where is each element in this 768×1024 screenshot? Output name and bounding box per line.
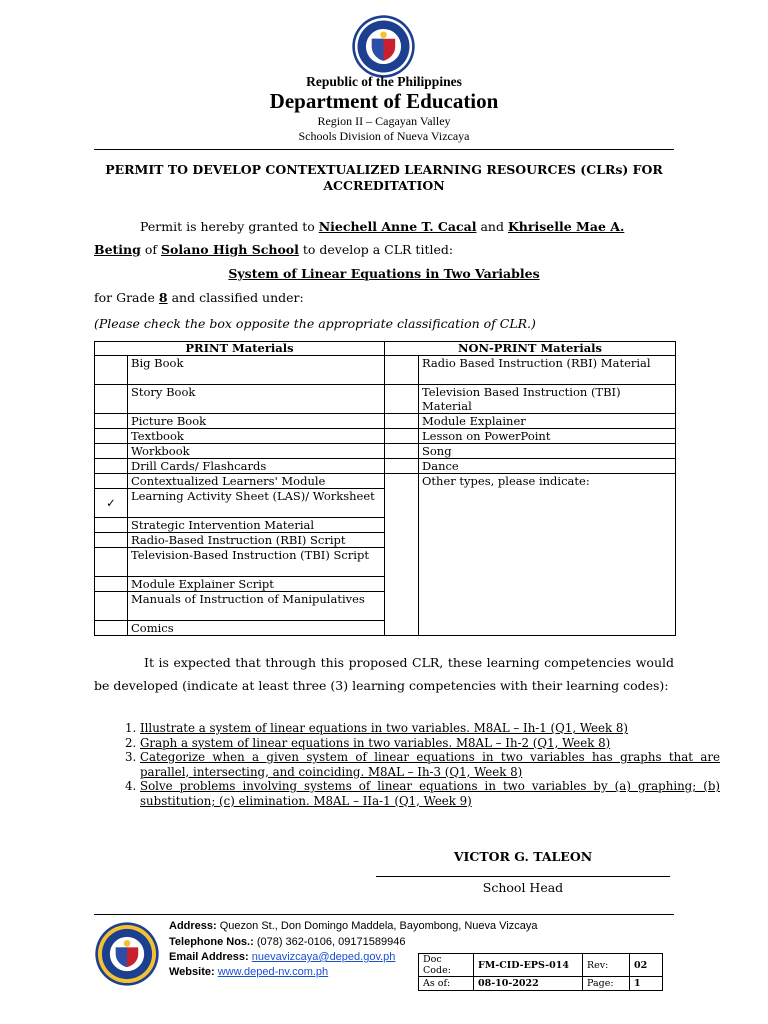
nonprint-item: Television Based Instruction (TBI) Material [419,385,676,414]
print-item: Strategic Intervention Material [128,518,385,533]
checkbox-cell[interactable] [95,577,128,592]
footer-email [169,951,395,963]
department-name: Department of Education [269,89,499,113]
footer-website [169,966,328,978]
checkbox-cell[interactable] [385,474,419,636]
checkbox-cell[interactable] [95,356,128,385]
developer-2-last: Beting [94,242,141,257]
checkbox-cell[interactable] [385,414,419,429]
rev-label: Rev: [583,954,630,977]
checkbox-cell[interactable] [385,356,419,385]
print-item: Manuals of Instruction of Manipulatives [128,592,385,621]
print-item: Story Book [128,385,385,414]
print-item: Workbook [128,444,385,459]
checkbox-cell[interactable] [95,474,128,489]
nonprint-item: Module Explainer [419,414,676,429]
print-item: Module Explainer Script [128,577,385,592]
doc-code-value: FM-CID-EPS-014 [474,954,583,977]
print-item: Textbook [128,429,385,444]
checkbox-cell[interactable] [95,444,128,459]
table-row [95,459,676,474]
grade-prefix: for Grade [94,290,155,305]
print-item: Drill Cards/ Flashcards [128,459,385,474]
page-label: Page: [583,977,630,991]
nonprint-item: Song [419,444,676,459]
checkbox-cell[interactable] [95,621,128,636]
developer-1: Niechell Anne T. Cacal [318,219,477,234]
clr-title: System of Linear Equations in Two Variables [228,266,540,281]
developer-2-first: Khriselle Mae A. [507,219,625,234]
website-link[interactable]: www.deped-nv.com.ph [217,966,329,978]
permit-line2 [94,242,453,257]
table-row [95,444,676,459]
nonprint-header: NON-PRINT Materials [385,342,676,356]
classification-instruction: (Please check the box opposite the appropriate classification of CLR.) [94,316,536,331]
checkbox-cell[interactable] [385,385,419,414]
print-item: Learning Activity Sheet (LAS)/ Worksheet [128,489,385,518]
permit-title-line2: ACCREDITATION [323,178,445,193]
region-line: Region II – Cagayan Valley [317,114,451,128]
competency-item: 3. Categorize when a given system of linear equations in two variables has graphs that are parallel, intersecting, and coinciding. M8AL – Ih-3 (Q1, Week 8) [140,750,720,779]
checkbox-cell[interactable] [95,592,128,621]
checkbox-cell[interactable] [95,459,128,474]
permit-intro: Permit is hereby granted to [140,219,315,234]
checkbox-cell[interactable] [95,533,128,548]
competency-item: 1. Illustrate a system of linear equations in two variables. M8AL – Ih-1 (Q1, Week 8) [140,721,720,736]
deped-seal-logo [351,14,416,79]
nonprint-item: Radio Based Instruction (RBI) Material [419,356,676,385]
print-header: PRINT Materials [95,342,385,356]
signature-line [376,876,670,877]
permit-of: of [144,242,158,257]
as-of-value: 08-10-2022 [474,977,583,991]
address-value: Quezon St., Don Domingo Maddela, Bayombong, Nueva Vizcaya [219,920,538,932]
checkbox-cell[interactable] [95,414,128,429]
footer-address [169,920,538,932]
print-item: Contextualized Learners' Module [128,474,385,489]
permit-develop-text: to develop a CLR titled: [302,242,454,257]
signatory-name: VICTOR G. TALEON [453,849,593,864]
document-info-table [418,953,663,991]
table-row [95,474,676,489]
page-value: 1 [630,977,663,991]
school-name: Solano High School [161,242,299,257]
checkbox-cell[interactable] [385,444,419,459]
competencies-intro: It is expected that through this proposed CLR, these learning competencies would be developed (indicate at least three (3) learning competencies with their learning codes): [94,655,674,693]
email-link[interactable]: nuevavizcaya@deped.gov.ph [251,951,396,963]
print-item: Radio-Based Instruction (RBI) Script [128,533,385,548]
competency-list [94,721,720,808]
checkbox-cell[interactable] [95,385,128,414]
nonprint-item: Lesson on PowerPoint [419,429,676,444]
as-of-label: As of: [419,977,474,991]
doc-code-label: Doc Code: [419,954,474,977]
rev-value: 02 [630,954,663,977]
grade-line [94,290,304,305]
classification-table [94,341,676,636]
competency-item: 2. Graph a system of linear equations in two variables. M8AL – Ih-2 (Q1, Week 8) [140,736,720,751]
table-row [95,356,676,385]
checkbox-cell[interactable] [95,548,128,577]
checkbox-cell-checked[interactable] [95,489,128,518]
signatory-position: School Head [482,880,564,895]
nonprint-item: Dance [419,459,676,474]
print-item: Television-Based Instruction (TBI) Script [128,548,385,577]
nonprint-item-other: Other types, please indicate: [419,474,676,636]
checkbox-cell[interactable] [385,429,419,444]
print-item: Comics [128,621,385,636]
checkbox-cell[interactable] [385,459,419,474]
phone-label: Telephone Nos.: [169,936,254,948]
permit-title-line1: PERMIT TO DEVELOP CONTEXTUALIZED LEARNING RESOURCES (CLRs) FOR [105,162,663,177]
footer-phone [169,936,405,948]
competency-item: 4. Solve problems involving systems of linear equations in two variables by (a) graphing; (b) substitution; (c) elimination. M8AL – IIa-1 (Q1, Week 9) [140,779,720,808]
website-label: Website: [169,966,215,978]
print-item: Big Book [128,356,385,385]
checkbox-cell[interactable] [95,429,128,444]
grade-value: 8 [158,290,168,305]
address-label: Address: [169,920,217,932]
footer-divider [94,914,674,915]
print-item: Picture Book [128,414,385,429]
checkbox-cell[interactable] [95,518,128,533]
header-divider [94,149,674,150]
grade-suffix: and classified under: [171,290,304,305]
email-label: Email Address: [169,951,249,963]
table-row [95,414,676,429]
permit-and: and [480,219,504,234]
deped-footer-seal-logo [94,921,160,987]
check-mark-icon: ✓ [106,496,116,510]
republic-line: Republic of the Philippines [306,74,462,89]
table-row [95,385,676,414]
permit-line1 [140,219,676,234]
division-line: Schools Division of Nueva Vizcaya [298,129,470,143]
table-row [95,429,676,444]
phone-value: (078) 362-0106, 09171589946 [256,936,406,948]
